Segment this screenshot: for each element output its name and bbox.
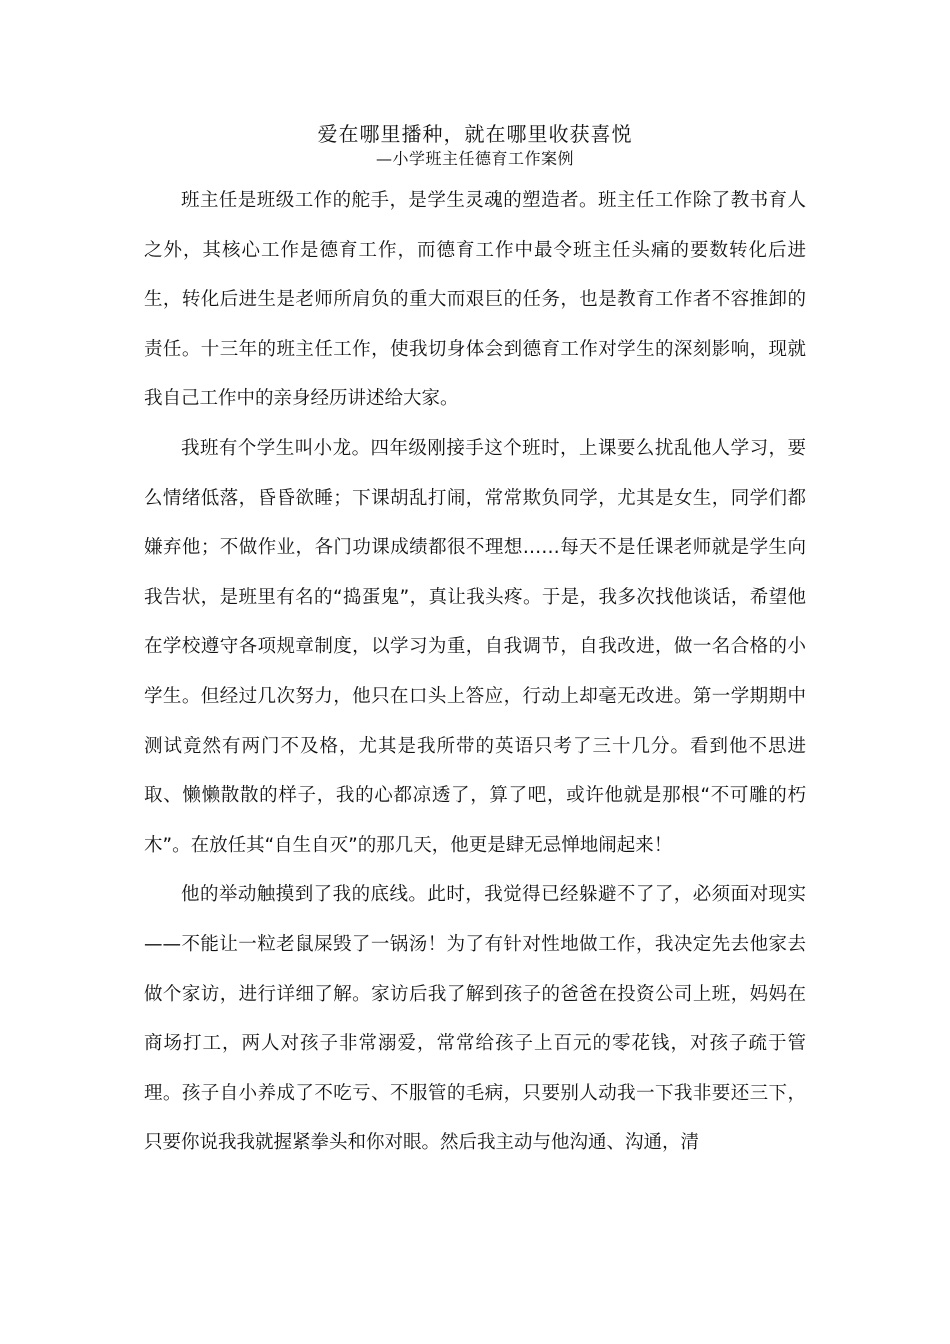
document-body bbox=[144, 176, 806, 1168]
title-block bbox=[0, 120, 950, 170]
paragraph-home-visit: 他的举动触摸到了我的底线。此时，我觉得已经躲避不了了，必须面对现实——不能让一粒老鼠屎毁了一锅汤！为了有针对性地做工作，我决定先去他家去做个家访，进行详细了解。家访后我了解到孩子的爸爸在投资公司上班，妈妈在商场打工，两人对孩子非常溺爱，常常给孩子上百元的零花钱，对孩子疏于管理。孩子自小养成了不吃亏、不服管的毛病，只要别人动我一下我非要还三下，只要你说我我就握紧拳头和你对眼。然后我主动与他沟通、沟通，清 bbox=[144, 884, 806, 1154]
paragraph-intro: 班主任是班级工作的舵手，是学生灵魂的塑造者。班主任工作除了教书育人之外，其核心工作是德育工作，而德育工作中最令班主任头痛的要数转化后进生，转化后进生是老师所肩负的重大而艰巨的任务，也是教育工作者不容推卸的责任。十三年的班主任工作，使我切身体会到德育工作对学生的深刻影响，现就我自己工作中的亲身经历讲述给大家。 bbox=[144, 190, 806, 410]
document-subtitle: —小学班主任德育工作案例 bbox=[375, 149, 574, 168]
paragraph-student-case: 我班有个学生叫小龙。四年级刚接手这个班时，上课要么扰乱他人学习，要么情绪低落，昏昏欲睡；下课胡乱打闹，常常欺负同学，尤其是女生，同学们都嫌弃他；不做作业，各门功课成绩都很不理想……每天不是任课老师就是学生向我告状，是班里有名的“捣蛋鬼”，真让我头疼。于是，我多次找他谈话，希望他在学校遵守各项规章制度，以学习为重，自我调节，自我改进，做一名合格的小学生。但经过几次努力，他只在口头上答应，行动上却毫无改进。第一学期期中测试竟然有两门不及格，尤其是我所带的英语只考了三十几分。看到他不思进取、懒懒散散的样子，我的心都凉透了，算了吧，或许他就是那根“不可雕的朽木”。在放任其“自生自灭”的那几天，他更是肆无忌惮地闹起来！ bbox=[144, 437, 806, 856]
document-title: 爱在哪里播种，就在哪里收获喜悦 bbox=[317, 122, 633, 146]
